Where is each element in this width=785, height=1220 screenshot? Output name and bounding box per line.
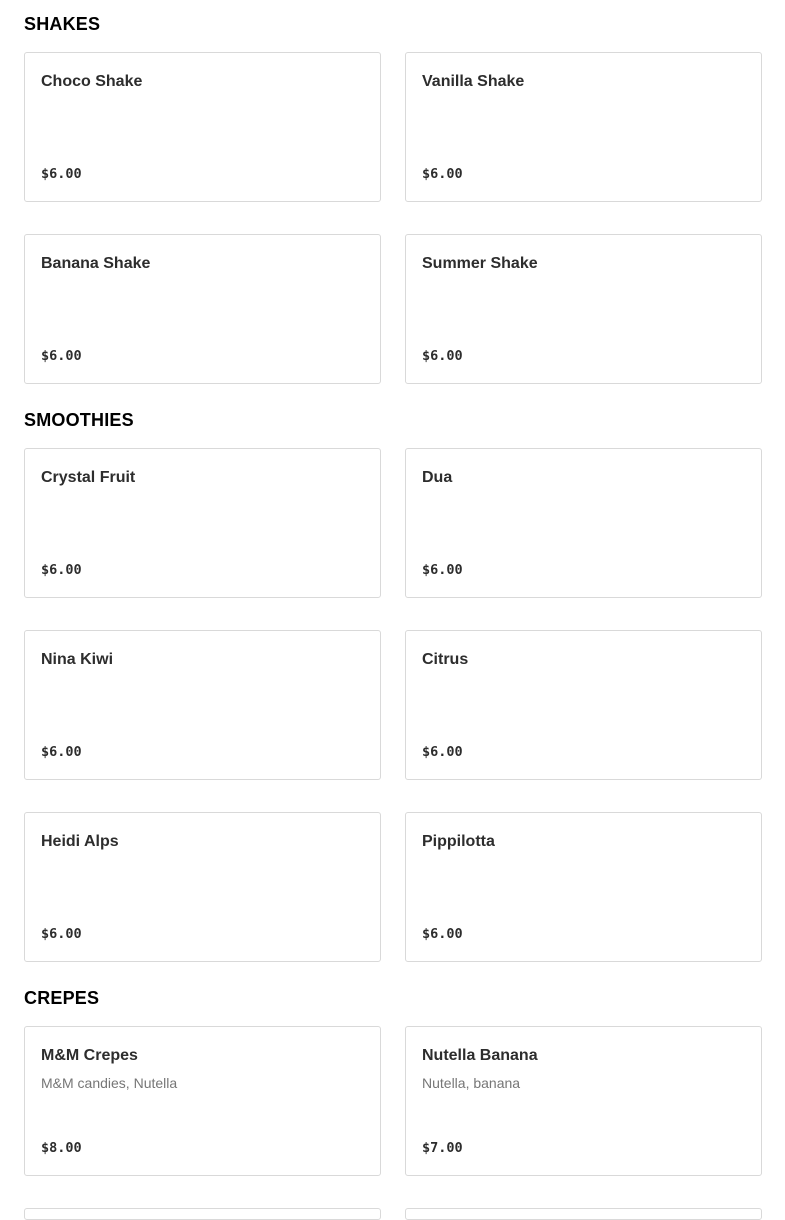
item-price: $7.00 <box>422 1140 463 1156</box>
menu-item-card[interactable] <box>405 234 762 384</box>
menu-item-card[interactable] <box>24 630 381 780</box>
menu-item-card[interactable] <box>24 1026 381 1176</box>
menu-item-card[interactable] <box>405 1208 762 1220</box>
item-name: M&M Crepes <box>41 1047 138 1064</box>
item-price: $6.00 <box>422 926 463 942</box>
item-name: Nutella Banana <box>422 1047 538 1064</box>
item-price: $6.00 <box>422 166 463 182</box>
item-name: Citrus <box>422 651 469 668</box>
item-name: Crystal Fruit <box>41 469 136 486</box>
item-name: Vanilla Shake <box>422 73 525 90</box>
item-price: $8.00 <box>41 1140 82 1156</box>
item-price: $6.00 <box>41 166 82 182</box>
section-title-shakes: SHAKES <box>24 14 101 34</box>
menu-item-card[interactable] <box>24 52 381 202</box>
menu-item-card[interactable] <box>405 52 762 202</box>
item-name: Banana Shake <box>41 255 151 272</box>
menu-item-card[interactable] <box>405 448 762 598</box>
item-price: $6.00 <box>422 348 463 364</box>
menu-item-card[interactable] <box>24 448 381 598</box>
item-price: $6.00 <box>41 926 82 942</box>
item-price: $6.00 <box>422 744 463 760</box>
menu-item-card[interactable] <box>405 1026 762 1176</box>
item-price: $6.00 <box>41 348 82 364</box>
item-name: Dua <box>422 469 453 486</box>
item-name: Pippilotta <box>422 833 495 850</box>
menu-item-card[interactable] <box>405 812 762 962</box>
item-description: M&M candies, Nutella <box>41 1075 178 1091</box>
item-name: Summer Shake <box>422 255 538 272</box>
item-price: $6.00 <box>41 744 82 760</box>
menu-item-card[interactable] <box>24 1208 381 1220</box>
menu-item-card[interactable] <box>405 630 762 780</box>
item-name: Choco Shake <box>41 73 143 90</box>
menu-item-card[interactable] <box>24 812 381 962</box>
item-price: $6.00 <box>422 562 463 578</box>
section-title-smoothies: SMOOTHIES <box>24 410 134 430</box>
item-name: Heidi Alps <box>41 833 119 850</box>
section-title-crepes: CREPES <box>24 988 100 1008</box>
menu-item-card[interactable] <box>24 234 381 384</box>
item-price: $6.00 <box>41 562 82 578</box>
item-name: Nina Kiwi <box>41 651 114 668</box>
item-description: Nutella, banana <box>422 1075 521 1091</box>
